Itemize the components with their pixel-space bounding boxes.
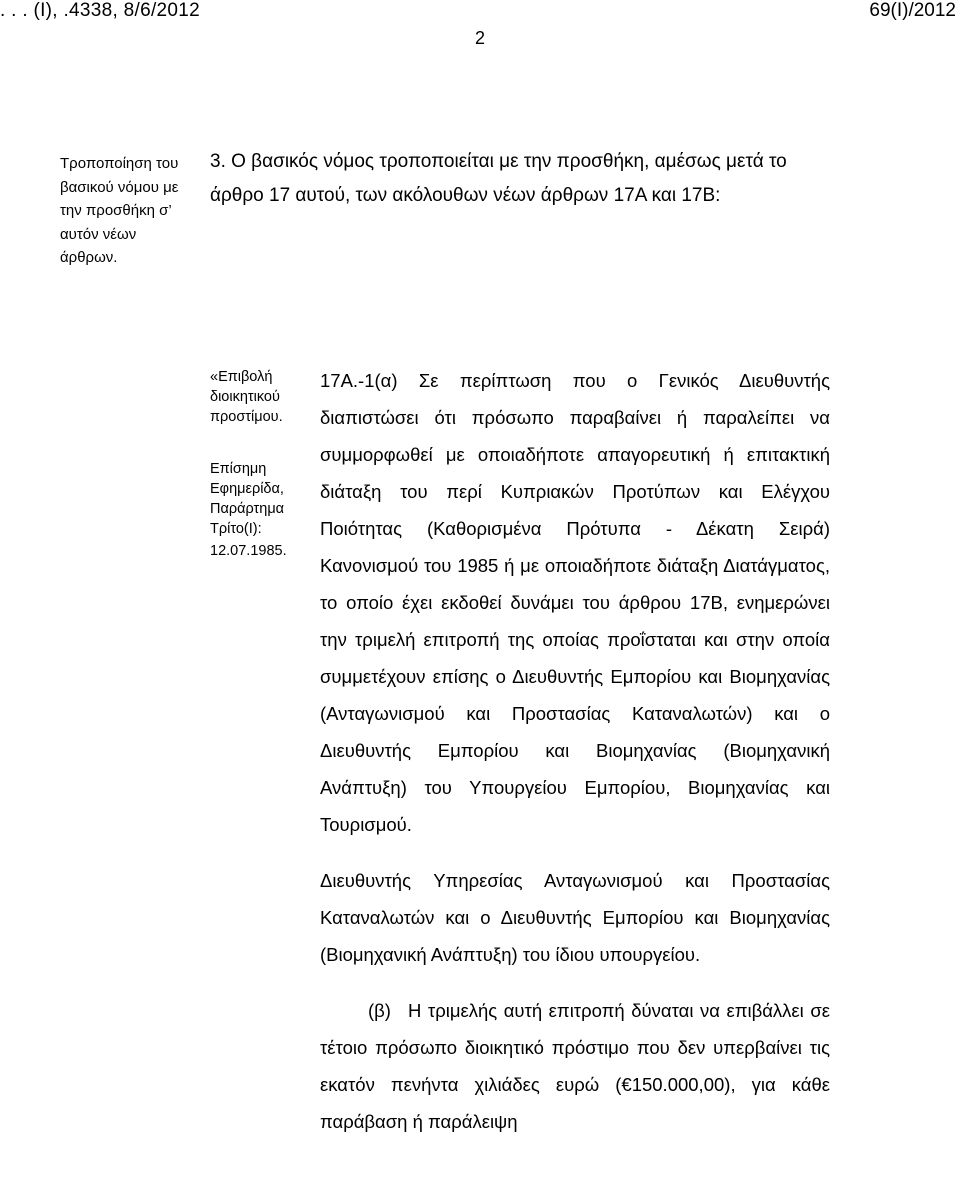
amendment-margin-note: Τροποποίηση του βασικού νόμου με την προσθήκη σ’ αυτόν νέων άρθρων. (60, 155, 179, 266)
article-paragraph-3 (320, 992, 830, 1140)
page-number: 2 (474, 28, 485, 48)
running-header-left: . . . (Ι), .4338, 8/6/2012 (0, 0, 201, 21)
article-paragraph-2: Διευθυντής Υπηρεσίας Ανταγωνισμού και Προστασίας Καταναλωτών και ο Διευθυντής Εμπορίου και Βιομηχανίας (Βιομηχανική Ανάπτυξη) του ίδιου υπουργείου. (320, 870, 830, 965)
side-note-title: «Επιβολή διοικητικού προστίμου. (210, 369, 283, 425)
article-paragraph-3-body: Η τριμελής αυτή επιτροπή δύναται να επιβάλλει σε τέτοιο πρόσωπο διοικητικό πρόστιμο που δεν υπερβαίνει τις εκατόν πενήντα χιλιάδες ευρώ (€150.000,00), για κάθε παράβαση ή παράλειψη (320, 1000, 830, 1132)
amendment-intro: 3. Ο βασικός νόμος τροποποιείται με την προσθήκη, αμέσως μετά το άρθρο 17 αυτού, των ακόλουθων νέων άρθρων 17Α και 17Β: (210, 151, 787, 206)
article-heading: 17Α.-1(α) (320, 370, 398, 391)
gazette-reference: Επίσημη Εφημερίδα, Παράρτημα Τρίτο(Ι): (210, 461, 285, 537)
article-paragraph-1-body: Σε περίπτωση που ο Γενικός Διευθυντής διαπιστώσει ότι πρόσωπο παραβαίνει ή παραλείπει να συμμορφωθεί με οποιαδήποτε απαγορευτική ή επιτακτική διάταξη του περί Κυπριακών Προτύπων και Ελέγχου Ποιότητας (Καθορισμένα Πρότυπα - Δέκατη Σειρά) Κανονισμού του 1985 ή με οποιαδήποτε διάταξη Διατάγματος, το οποίο έχει εκδοθεί δυνάμει του άρθρου 17Β, ενημερώνει την τριμελή επιτροπή της οποίας προΐσταται και στην οποία συμμετέχουν επίσης ο Διευθυντής Εμπορίου και Βιομηχανίας (Ανταγωνισμού και Προστασίας Καταναλωτών) και ο Διευθυντής Εμπορίου και Βιομηχανίας (Βιομηχανική Ανάπτυξη) του Υπουργείου Εμπορίου, Βιομηχανίας και Τουρισμού. (320, 370, 830, 835)
gazette-date: 12.07.1985. (210, 543, 287, 559)
subparagraph-label: (β) (368, 1000, 391, 1021)
article-paragraph-1 (320, 362, 830, 843)
article-17a (320, 362, 830, 1140)
law-number: 69(I)/2012 (869, 0, 956, 21)
side-note (210, 367, 300, 561)
